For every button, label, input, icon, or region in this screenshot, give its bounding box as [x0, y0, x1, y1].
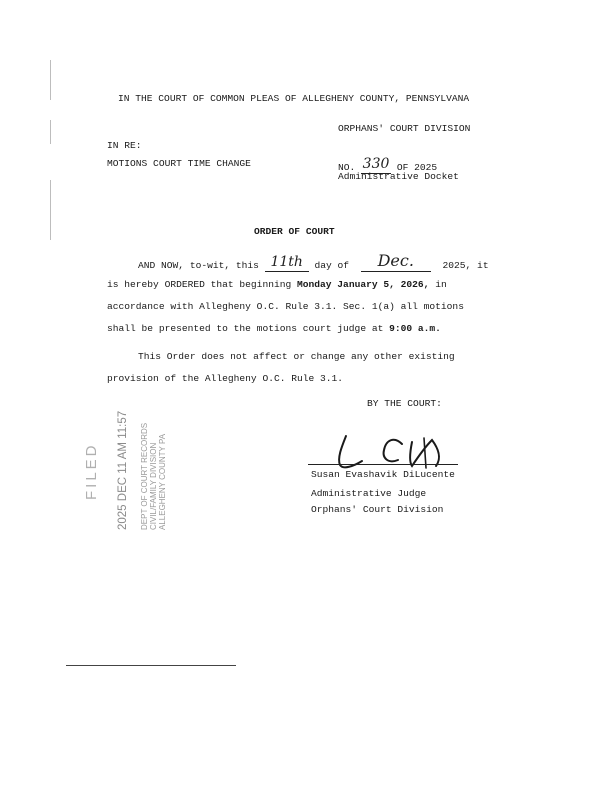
scan-edge-mark — [50, 60, 51, 100]
order-line-2-text-a: is hereby ORDERED that beginning — [107, 279, 292, 290]
month-blank — [361, 251, 431, 272]
by-the-court-label: BY THE COURT: — [367, 398, 442, 409]
docket-number-handwritten: 330 — [362, 156, 390, 172]
month-handwritten: Dec. — [377, 251, 414, 270]
division-heading: ORPHANS' COURT DIVISION — [338, 123, 471, 134]
judge-name: Susan Evashavik DiLucente — [311, 469, 455, 480]
order-line-1-text-c: 2025, it — [442, 260, 489, 271]
filed-stamp: FILED — [83, 442, 100, 500]
order-line-4 — [107, 324, 441, 334]
scan-edge-mark — [50, 120, 51, 144]
filed-stamp-datetime: 2025 DEC 11 AM 11:57 — [117, 410, 129, 530]
court-heading: IN THE COURT OF COMMON PLEAS OF ALLEGHENY COUNTY, PENNSYLVANA — [118, 93, 470, 104]
new-time: 9:00 a.m. — [389, 323, 441, 334]
footer-rule — [66, 665, 236, 666]
day-blank — [265, 254, 309, 272]
docket-type: Administrative Docket — [338, 171, 459, 182]
signature-line — [308, 464, 458, 465]
in-re-label: IN RE: — [107, 140, 142, 151]
judge-division: Orphans' Court Division — [311, 504, 444, 515]
order-line-4-text-a: shall be presented to the motions court judge at — [107, 323, 384, 334]
order-para-2-line-1: This Order does not affect or change any other existing — [138, 351, 455, 362]
order-line-2 — [107, 280, 447, 290]
order-line-1-text-a: AND NOW, to-wit, this — [138, 260, 259, 271]
filed-stamp-county: ALLEGHENY COUNTY PA — [158, 433, 167, 530]
day-handwritten: 11th — [270, 254, 303, 270]
order-line-1-text-b: day of — [314, 260, 349, 271]
order-line-2-text-b: in — [435, 279, 447, 290]
no-label: NO. — [338, 162, 356, 173]
order-para-2-line-2: provision of the Allegheny O.C. Rule 3.1. — [107, 373, 344, 384]
effective-date: Monday January 5, 2026, — [297, 279, 430, 290]
filed-stamp-division: CIVIL/FAMILY DIVISION — [149, 442, 158, 530]
scan-edge-mark — [50, 180, 51, 240]
order-title: ORDER OF COURT — [254, 226, 335, 237]
filed-stamp-dept: DEPT OF COURT RECORDS — [140, 422, 149, 530]
order-line-3: accordance with Allegheny O.C. Rule 3.1. Sec. 1(a) all motions — [107, 301, 464, 312]
judge-title: Administrative Judge — [311, 488, 427, 499]
judge-signature — [306, 430, 466, 474]
order-line-1 — [138, 251, 489, 272]
matter-title: MOTIONS COURT TIME CHANGE — [107, 158, 251, 169]
docket-year: OF 2025 — [396, 162, 438, 173]
